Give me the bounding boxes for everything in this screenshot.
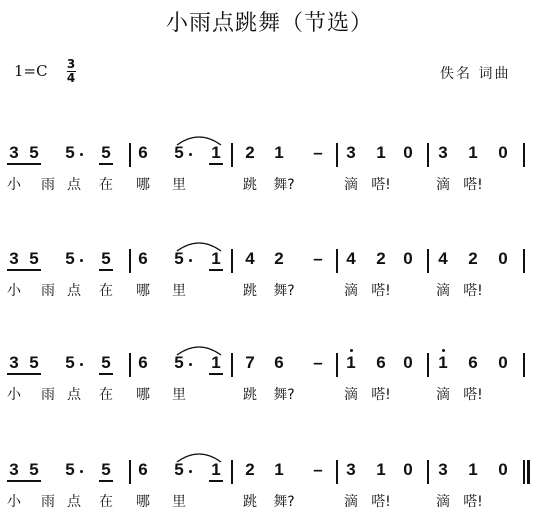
note: 5: [65, 353, 75, 372]
augmentation-dot: [189, 153, 192, 156]
note: 1: [211, 143, 221, 162]
note-underline: [209, 163, 223, 165]
note-underline: [209, 480, 223, 482]
note: 3: [9, 249, 19, 268]
note: 1: [211, 353, 221, 372]
note: –: [313, 249, 323, 268]
barline: [129, 460, 131, 484]
time-signature-bottom: 4: [66, 71, 76, 85]
note: –: [313, 460, 323, 479]
note: 7: [245, 353, 255, 372]
time-signature: [65, 58, 77, 85]
note: 3: [438, 143, 448, 162]
barline: [129, 353, 131, 377]
note: 6: [138, 249, 148, 268]
note: 5: [101, 353, 111, 372]
lyric-syllable: 跳: [243, 283, 257, 299]
barline: [336, 143, 338, 167]
final-barline: [527, 460, 530, 484]
note: 5: [29, 143, 39, 162]
note: 1: [468, 143, 478, 162]
lyric-syllable: 嗒!: [371, 494, 391, 510]
barline: [523, 143, 525, 167]
lyric-syllable: 滴: [344, 387, 358, 403]
note: 4: [438, 249, 448, 268]
note: 3: [9, 353, 19, 372]
lyric-syllable: 跳: [243, 494, 257, 510]
note: 2: [376, 249, 386, 268]
lyric-syllable: 里: [172, 494, 186, 510]
note: 5: [174, 353, 184, 372]
note: 1: [376, 143, 386, 162]
lyric-syllable: 滴: [344, 177, 358, 193]
note: 1: [274, 460, 284, 479]
score-system-4: [0, 460, 539, 520]
lyric-syllable: 在: [99, 494, 113, 510]
lyric-syllable: 舞?: [273, 494, 295, 510]
note: 6: [138, 353, 148, 372]
lyric-syllable: 雨: [41, 283, 55, 299]
lyric-syllable: 嗒!: [371, 177, 391, 193]
barline: [523, 249, 525, 273]
note: 0: [498, 143, 508, 162]
lyric-syllable: 舞?: [273, 177, 295, 193]
lyric-syllable: 点: [67, 387, 81, 403]
time-signature-top: 3: [66, 57, 76, 71]
lyric-syllable: 小: [7, 283, 21, 299]
lyric-syllable: 滴: [344, 494, 358, 510]
note: 4: [245, 249, 255, 268]
lyric-syllable: 雨: [41, 177, 55, 193]
note: 0: [498, 249, 508, 268]
note: 0: [403, 143, 413, 162]
augmentation-dot: [80, 259, 83, 262]
note-underline: [7, 163, 41, 165]
augmentation-dot: [80, 153, 83, 156]
note-underline: [209, 269, 223, 271]
note-underline: [99, 163, 113, 165]
lyric-syllable: 跳: [243, 177, 257, 193]
note: 6: [138, 143, 148, 162]
lyric-syllable: 滴: [344, 283, 358, 299]
author-credit: 佚名 词曲: [440, 66, 511, 82]
lyric-syllable: 滴: [436, 283, 450, 299]
note: 6: [468, 353, 478, 372]
lyric-syllable: 嗒!: [371, 387, 391, 403]
lyric-syllable: 里: [172, 283, 186, 299]
note: 5: [65, 460, 75, 479]
lyric-syllable: 哪: [136, 387, 150, 403]
note: 0: [498, 460, 508, 479]
note: 4: [346, 249, 356, 268]
score-system-2: [0, 249, 539, 309]
augmentation-dot: [80, 363, 83, 366]
note: –: [313, 353, 323, 372]
lyric-syllable: 小: [7, 387, 21, 403]
octave-dot: [442, 349, 445, 352]
barline: [129, 143, 131, 167]
augmentation-dot: [80, 470, 83, 473]
tie-arc: [175, 133, 223, 147]
barline: [523, 353, 525, 377]
barline: [231, 143, 233, 167]
lyric-syllable: 小: [7, 494, 21, 510]
lyric-syllable: 滴: [436, 494, 450, 510]
note: 5: [65, 143, 75, 162]
lyric-syllable: 小: [7, 177, 21, 193]
lyric-syllable: 嗒!: [463, 283, 483, 299]
note: 0: [403, 353, 413, 372]
lyric-syllable: 哪: [136, 283, 150, 299]
lyric-syllable: 在: [99, 387, 113, 403]
barline: [427, 460, 429, 484]
note: 1: [468, 460, 478, 479]
note: 1: [438, 353, 448, 372]
note: 6: [274, 353, 284, 372]
score-title: 小雨点跳舞（节选）: [165, 11, 373, 36]
note: 2: [468, 249, 478, 268]
note: 5: [65, 249, 75, 268]
lyric-syllable: 在: [99, 283, 113, 299]
barline: [231, 460, 233, 484]
lyric-syllable: 里: [172, 387, 186, 403]
note: 3: [438, 460, 448, 479]
barline: [523, 460, 525, 484]
lyric-syllable: 嗒!: [463, 387, 483, 403]
lyric-syllable: 点: [67, 283, 81, 299]
note: 5: [174, 460, 184, 479]
tie-arc: [175, 450, 223, 464]
note: 3: [346, 460, 356, 479]
note: 5: [101, 460, 111, 479]
octave-dot: [350, 349, 353, 352]
lyric-syllable: 在: [99, 177, 113, 193]
note: 1: [211, 249, 221, 268]
note: 3: [9, 460, 19, 479]
note: 3: [346, 143, 356, 162]
note-underline: [7, 373, 41, 375]
lyric-syllable: 嗒!: [463, 177, 483, 193]
note: 6: [376, 353, 386, 372]
barline: [427, 143, 429, 167]
note: 1: [376, 460, 386, 479]
lyric-syllable: 舞?: [273, 387, 295, 403]
barline: [427, 249, 429, 273]
note: 0: [403, 460, 413, 479]
lyric-syllable: 点: [67, 177, 81, 193]
lyric-syllable: 雨: [41, 387, 55, 403]
note: 1: [274, 143, 284, 162]
note-underline: [99, 269, 113, 271]
note: 5: [174, 249, 184, 268]
note: 1: [211, 460, 221, 479]
note: 3: [9, 143, 19, 162]
lyric-syllable: 滴: [436, 387, 450, 403]
note: 1: [346, 353, 356, 372]
augmentation-dot: [189, 470, 192, 473]
note: –: [313, 143, 323, 162]
note: 6: [138, 460, 148, 479]
score-system-3: [0, 353, 539, 413]
note: 5: [101, 249, 111, 268]
note-underline: [7, 269, 41, 271]
barline: [336, 249, 338, 273]
barline: [427, 353, 429, 377]
key-signature: 1=C: [14, 62, 48, 80]
lyric-syllable: 点: [67, 494, 81, 510]
lyric-syllable: 哪: [136, 177, 150, 193]
note: 0: [403, 249, 413, 268]
tie-arc: [175, 239, 223, 253]
score-system-1: [0, 143, 539, 203]
note: 5: [101, 143, 111, 162]
lyric-syllable: 滴: [436, 177, 450, 193]
note: 2: [245, 460, 255, 479]
tie-arc: [175, 343, 223, 357]
lyric-syllable: 舞?: [273, 283, 295, 299]
lyric-syllable: 嗒!: [463, 494, 483, 510]
note-underline: [99, 480, 113, 482]
note: 5: [29, 249, 39, 268]
note: 5: [29, 353, 39, 372]
lyric-syllable: 雨: [41, 494, 55, 510]
augmentation-dot: [189, 259, 192, 262]
lyric-syllable: 哪: [136, 494, 150, 510]
barline: [336, 460, 338, 484]
lyric-syllable: 嗒!: [371, 283, 391, 299]
barline: [129, 249, 131, 273]
augmentation-dot: [189, 363, 192, 366]
barline: [231, 353, 233, 377]
barline: [336, 353, 338, 377]
note: 5: [29, 460, 39, 479]
note: 2: [274, 249, 284, 268]
note-underline: [99, 373, 113, 375]
note: 5: [174, 143, 184, 162]
note-underline: [7, 480, 41, 482]
lyric-syllable: 跳: [243, 387, 257, 403]
lyric-syllable: 里: [172, 177, 186, 193]
note: 0: [498, 353, 508, 372]
barline: [231, 249, 233, 273]
note: 2: [245, 143, 255, 162]
note-underline: [209, 373, 223, 375]
